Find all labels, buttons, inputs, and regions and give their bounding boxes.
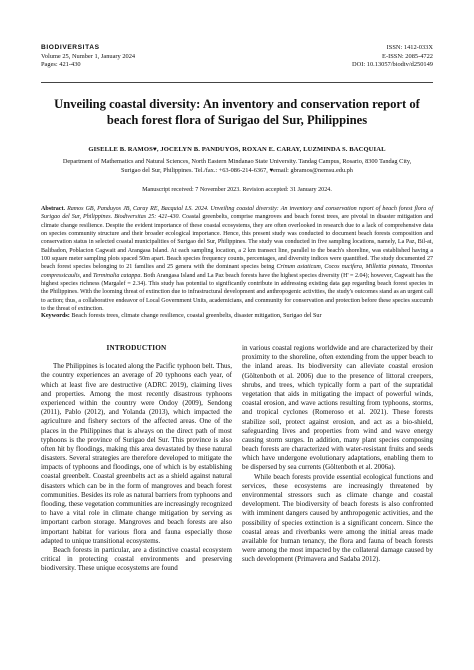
header-divider [41, 82, 433, 83]
manuscript-dates: Manuscript received: 7 November 2023. Revision accepted: 31 January 2024. [142, 187, 332, 193]
introduction-heading: INTRODUCTION [106, 344, 167, 352]
affiliation [41, 157, 433, 175]
keywords [41, 312, 433, 319]
keywords-text: Beach forests trees, climate change resilience, coastal greenbelts, disaster mitigation, Surigao del Sur [71, 312, 322, 319]
volume-line: Volume 25, Number 1, January 2024 [41, 52, 136, 60]
keywords-label: Keywords: [41, 312, 70, 319]
abstract-citation: Ramos GB, Panduyos JB, Caray RE, Bacquial LS. 2024. Unveiling coastal diversity: An inventory and conservation report of beach forest flora of Surigao del Sur, Philippines. Biodiversitas 25: 421-430. [41, 206, 434, 221]
abstract [41, 205, 433, 313]
issn: ISSN: 1412-033X [386, 44, 433, 51]
intro-paragraph-4: While beach forests provide essential ecological functions and services, these ecosystems are increasingly threatened by environmental stressors such as climate change and coastal development. The biodiversity of beach forests is also confronted with imminent dangers caused by anthropogenic activities, and the possibility of species extinction is a significant concern. Since the coastal areas and riverbanks were among the initial areas made available for human tenancy, the flora and fauna of beach forests were among the most impacted by the collateral damage caused by such development (Primavera and Sadaba 2012). [242, 472, 433, 564]
abstract-body-1: Coastal greenbelts, comprise mangroves and beach forest trees, are pivotal in disaster mitigation and climate change resilience. Despite the evident importance of these coastal ecosystems, they are often overlooked in research due to a lack of comprehensive data on species community structure and their broader ecological importance. Hence, this present study was conducted to document beach forests composition and conservation status in selected coastal municipalities of Surigao del Sur, Philippines. The study was conducted in five sampling locations, namely, La Paz, Bil-at, Balibadon, Poblacion Cagwait and Arangasa Island. At each sampling location, a 2 km transect line, parallel to the beach's shoreline, was established having a 100 square meter sampling plots spaced 50m apart. Beach species frequency counts, percentages, and diversity indices were quantified. The study documented 27 beach forest species belonging to 21 families and 25 genera with the dominant species being [41, 214, 433, 271]
abstract-and: and [82, 272, 92, 279]
intro-paragraph-2: Beach forests in particular, are a distinctive coastal ecosystem critical in protecting coastal environments and preserving biodiversity. These unique ecosystems are found [41, 545, 232, 573]
author-list: GISELLE B. RAMOS♥, JOCELYN B. PANDUYOS, ROXAN E. CARAY, LUZMINDA S. BACQUIAL [88, 146, 386, 153]
intro-paragraph-1: The Philippines is located along the Pacific typhoon belt. Thus, the country experiences an average of 20 typhoons each year, of which at least five are destructive (ADRC 2019), claiming lives and properties. Among the most recently disastrous typhoons experienced within the country were Ondoy (2009), Sendong (2011), Pablo (2012), and Yolanda (2013), which impacted the agriculture and fishery sectors of the affected areas. One of the places in the Philippines that is always on the direct path of most typhoons is the province of Surigao del Sur. This province is also often hit by floodings, making this area devastated by these natural disasters. Several strategies are therefore developed to mitigate the impacts of typhoons and floodings, one of which is by establishing coastal greenbelt. Coastal greenbelts act as a shield against natural disasters which can be in the form of mangroves and beach forest communities. Besides its role as natural barriers from typhoons and flooding, these vegetation communities are increasingly recognized to have a vital role in climate change mitigation by serving as important carbon storage. Mangroves and beach forests are also important habitat for various flora and fauna especially those adapted to unique transitional ecosystems. [41, 362, 232, 545]
right-column [242, 344, 433, 565]
intro-paragraph-3: in various coastal regions worldwide and are characterized by their proximity to the shoreline, often extending from the upper beach to the inland areas. Its biodiversity can alleviate coastal erosion (Göltenboth et al. 2006) due to the presence of littoral creepers, shrubs, and trees, which typically form a part of the supratidal vegetation that aids in mitigating the impact of powerful winds, coastal erosion, and wave actions resulting from typhoons, storms, and tropical cyclones (Romeroso et al. 2021). These forests stabilize soil, protect against erosion, and act as a bio-shield, safeguarding lives and properties from wind and wave energy causing storm surges. In addition, many plant species composing beach forests are characterized with water-resistant fruits and seeds which have undergone evolutionary adaptations, enabling them to be dispersed by sea currents (Göltenboth et al. 2006a). [242, 344, 433, 472]
doi: DOI: 10.13057/biodiv/d250149 [352, 61, 433, 69]
pages-line: Pages: 421-430 [41, 61, 81, 69]
abstract-label: Abstract. [41, 206, 66, 212]
journal-header-right [352, 44, 433, 70]
journal-header-left [41, 44, 135, 70]
journal-name: BIODIVERSITAS [41, 44, 100, 51]
eissn: E-ISSN: 2085-4722 [382, 52, 433, 60]
paper-title: Unveiling coastal diversity: An inventory and conservation report of beach forest flora of Surigao del Sur, Philippines [54, 97, 420, 127]
abstract-species-last: Terminalia catappa [93, 272, 141, 279]
affiliation-line-2: Surigao del Sur, Philippines. Tel./fax.: +63-086-214-6367, ♥email: gbramos@nemsu.edu.ph [121, 167, 353, 174]
abstract-body-2: . Both Arangasa Island and La Paz beach forests have the highest species diversity (H' = 2.04); however, Cagwait has the highest species richness (Margalef = 2.34). This study has potential to significantly contribute in addressing existing data gap regarding beach forest species in the Philippines. With the looming threat of extinction due to infrastructural development and anthropogenic activities, the study's outcomes stand as an urgent call to action; thus, a collaborative endeavor of Local Government Units, academicians, and community for conservation and protection before these species succumb to the threat of extinction. [41, 272, 433, 313]
abstract-species: Crinum asiaticum, Cocos nucifera, Millettia pinnata, Timonius compressicaulis, [41, 264, 433, 279]
affiliation-line-1: Department of Mathematics and Natural Sciences, North Eastern Mindanao State University. Tandag Campus, Rosario, 8300 Tandag City, [62, 158, 412, 165]
left-column [41, 344, 232, 574]
